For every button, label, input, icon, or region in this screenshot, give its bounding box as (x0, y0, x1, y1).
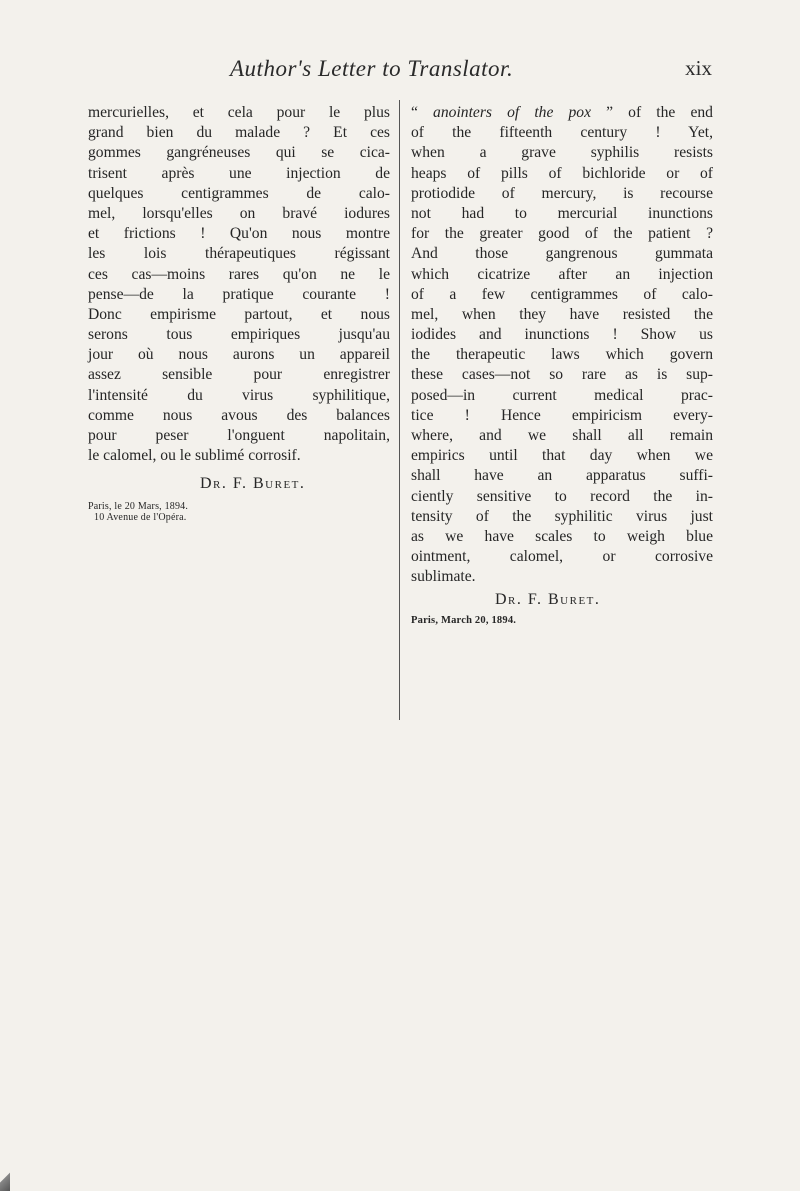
english-text-line: when a grave syphilis resists (411, 144, 713, 162)
english-text-line: where, and we shall all remain (411, 427, 713, 444)
english-text-line: of the fifteenth century ! Yet, (411, 124, 713, 142)
french-place-date: Paris, le 20 Mars, 1894. (88, 500, 189, 512)
english-text-line: for the greater good of the patient ? (411, 225, 713, 243)
french-text-line: assez sensible pour enregistrer (88, 366, 390, 384)
english-text-line: protiodide of mercury, is recourse (411, 184, 713, 202)
english-text-line: sublimate. (411, 568, 476, 586)
page-title: Author's Letter to Translator. (230, 56, 514, 81)
english-signature: Dr. F. Buret. (495, 590, 601, 608)
french-text-line: le calomel, ou le sublimé corrosif. (88, 447, 301, 465)
english-first-line (411, 103, 713, 123)
english-text-line: empirics until that day when we (411, 447, 713, 465)
french-text-line: quelques centigrammes de calo- (88, 184, 390, 202)
english-text-line: heaps of pills of bichloride or of (411, 164, 713, 182)
page-number: xix (685, 56, 712, 80)
french-text-line: mel, lorsqu'elles on bravé iodures (88, 204, 390, 222)
french-text-line: serons tous empiriques jusqu'au (88, 326, 390, 344)
page-corner-mark (0, 1170, 10, 1191)
first-line-rest: ” of the end (591, 104, 713, 121)
english-text (411, 123, 713, 587)
english-text-line: ointment, calomel, or corrosive (411, 548, 713, 566)
french-text-line: les lois thérapeutiques régissant (88, 245, 390, 263)
french-text-line: trisent après une injection de (88, 164, 390, 182)
french-text (88, 103, 390, 466)
english-text-line: ciently sensitive to record the in- (411, 487, 713, 505)
french-text-line: comme nous avous des balances (88, 406, 390, 424)
english-text-line: which cicatrize after an injection (411, 265, 713, 283)
english-text-line: mel, when they have resisted the (411, 305, 713, 323)
french-text-line: l'intensité du virus syphilitique, (88, 386, 390, 404)
french-text-line: jour où nous aurons un appareil (88, 346, 390, 364)
french-text-line: ces cas—moins rares qu'on ne le (88, 265, 390, 283)
french-text-line: grand bien du malade ? Et ces (88, 124, 390, 142)
english-text-line: And those gangrenous gummata (411, 245, 713, 263)
french-signature: Dr. F. Buret. (200, 475, 306, 493)
english-text-line: tice ! Hence empiricism every- (411, 406, 713, 424)
running-head (230, 56, 712, 86)
english-text-line: shall have an apparatus suffi- (411, 467, 713, 485)
italic-phrase: anointers of the pox (433, 104, 592, 121)
english-text-line: tensity of the syphilitic virus just (411, 507, 713, 525)
english-text-line: the therapeutic laws which govern (411, 346, 713, 364)
french-text-line: gommes gangréneuses qui se cica- (88, 144, 390, 162)
quote-open: “ (411, 104, 434, 121)
french-address: 10 Avenue de l'Opéra. (94, 511, 187, 523)
english-text-line: iodides and inunctions ! Show us (411, 326, 713, 344)
english-text-line: posed—in current medical prac- (411, 386, 713, 404)
english-text-line: of a few centigrammes of calo- (411, 285, 713, 303)
english-place-date: Paris, March 20, 1894. (411, 614, 517, 626)
english-text-line: not had to mercurial inunctions (411, 204, 713, 222)
column-divider (399, 100, 400, 720)
english-text-line: these cases—not so rare as is sup- (411, 366, 713, 384)
english-text-line: as we have scales to weigh blue (411, 527, 713, 545)
english-column (411, 103, 713, 626)
french-text-line: pour peser l'onguent napolitain, (88, 427, 390, 444)
french-column (88, 103, 390, 523)
french-text-line: et frictions ! Qu'on nous montre (88, 225, 390, 243)
french-text-line: pense—de la pratique courante ! (88, 285, 390, 303)
french-text-line: mercurielles, et cela pour le plus (88, 104, 390, 121)
french-text-line: Donc empirisme partout, et nous (88, 305, 390, 323)
